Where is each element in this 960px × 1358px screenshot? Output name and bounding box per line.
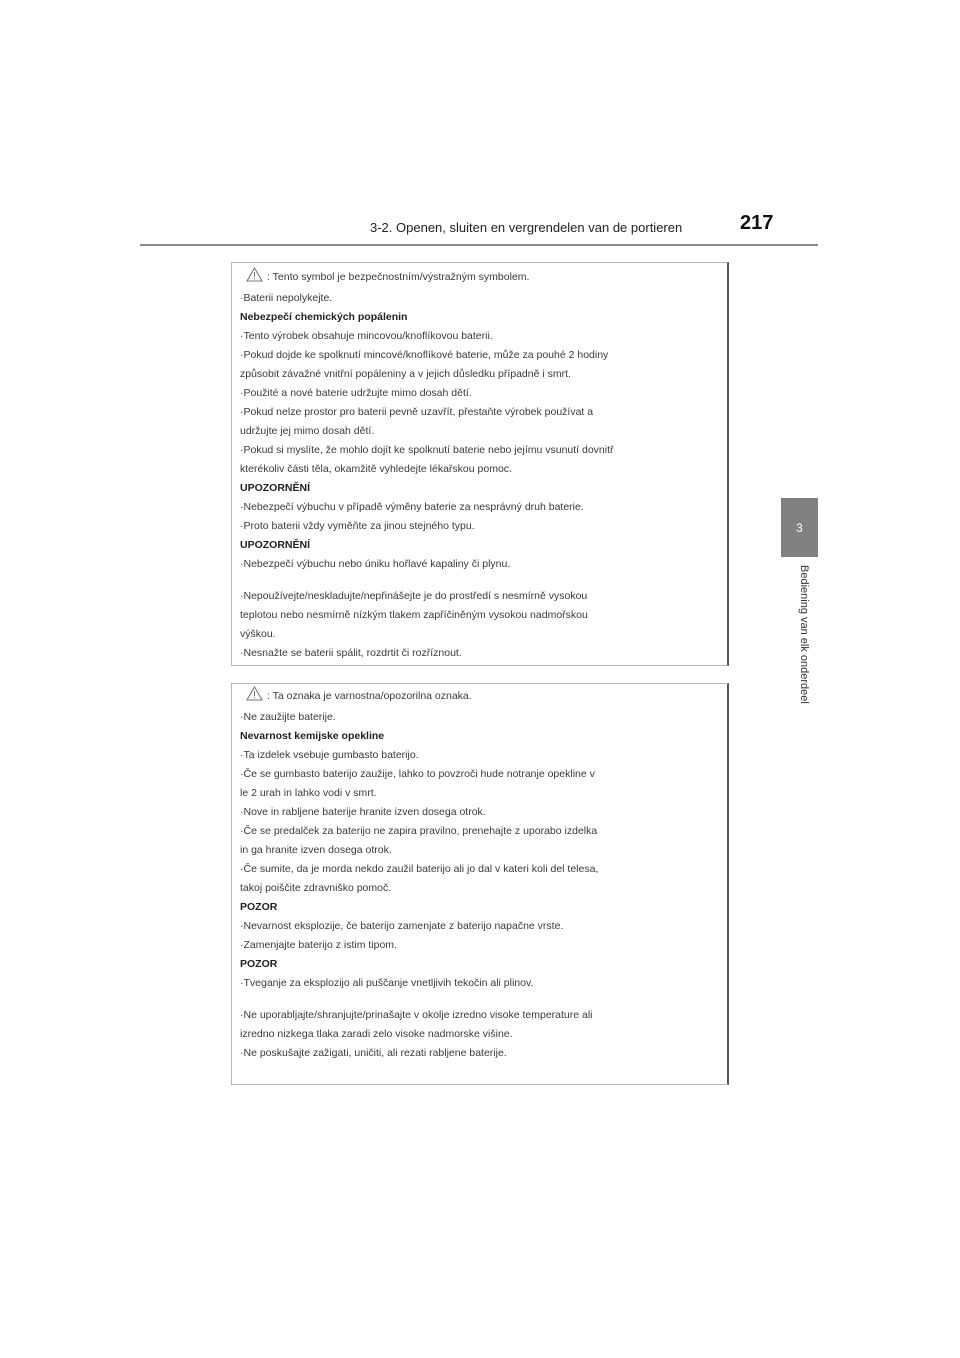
text-line: ·Proto baterii vždy vyměňte za jinou stejného typu. [240, 520, 475, 532]
chapter-tab [781, 498, 818, 557]
text-line: in ga hranite izven dosega otrok. [240, 844, 392, 856]
heading-line: UPOZORNĚNÍ [240, 539, 311, 551]
text-line: udržujte jej mimo dosah dětí. [240, 425, 375, 437]
slovene-warning-box [231, 683, 729, 1085]
text-line: ·Če se gumbasto baterijo zaužije, lahko to povzroči hude notranje opekline v [240, 768, 595, 780]
text-line: ·Ne zaužijte baterije. [240, 711, 336, 723]
text-line: ·Baterii nepolykejte. [240, 292, 333, 304]
text-line: ·Nevarnost eksplozije, če baterijo zamenjate z baterijo napačne vrste. [240, 920, 564, 932]
blank-line [240, 574, 717, 587]
text-line: ·Pokud si myslíte, že mohlo dojít ke spolknutí baterie nebo jejímu vsunutí dovnitř [240, 444, 614, 456]
text-line: ·Nove in rabljene baterije hranite izven dosega otrok. [240, 806, 486, 818]
czech-warning-box [231, 262, 729, 666]
text-line: ·Tento výrobek obsahuje mincovou/knoflíkovou baterii. [240, 330, 493, 342]
text-line: izredno nizkega tlaka zaradi zelo visoke nadmorske višine. [240, 1028, 513, 1040]
text-line: teplotou nebo nesmírně nízkým tlakem zapříčiněným vysokou nadmořskou [240, 609, 588, 621]
chapter-label: Bediening van elk onderdeel [798, 565, 810, 704]
text-line: ·Nepoužívejte/neskladujte/nepřinášejte je do prostředí s nesmírně vysokou [240, 590, 588, 602]
text-line: ·Nebezpečí výbuchu nebo úniku hořlavé kapaliny či plynu. [240, 558, 511, 570]
text-line: výškou. [240, 628, 276, 640]
warning-triangle-icon [246, 267, 263, 289]
heading-line: Nebezpečí chemických popálenin [240, 311, 408, 323]
text-line: způsobit závažné vnitřní popáleniny a v jejich důsledku případně i smrt. [240, 368, 571, 380]
warning-triangle-icon [246, 686, 263, 708]
text-line: kterékoliv části těla, okamžitě vyhledejte lékařskou pomoc. [240, 463, 512, 475]
text-line: ·Če se predalček za baterijo ne zapira pravilno, prenehajte z uporabo izdelka [240, 825, 598, 837]
page-number: 217 [740, 212, 774, 234]
section-title: 3-2. Openen, sluiten en vergrendelen van de portieren [370, 220, 683, 235]
heading-line: POZOR [240, 901, 278, 913]
text-line: ·Pokud nelze prostor pro baterii pevně uzavřít, přestaňte výrobek používat a [240, 406, 594, 418]
header-rule [140, 244, 818, 246]
chapter-number: 3 [796, 520, 803, 535]
text-line: takoj poiščite zdravniško pomoč. [240, 882, 392, 894]
text-line: ·Tveganje za eksplozijo ali puščanje vnetljivih tekočin ali plinov. [240, 977, 534, 989]
text-line: ·Ta izdelek vsebuje gumbasto baterijo. [240, 749, 419, 761]
text-line: ·Ne uporabljajte/shranjujte/prinašajte v okolje izredno visoke temperature ali [240, 1009, 593, 1021]
symbol-line [240, 267, 717, 289]
blank-line [240, 993, 717, 1006]
symbol-line [240, 686, 717, 708]
symbol-text: : Ta oznaka je varnostna/opozorilna oznaka. [267, 690, 472, 702]
heading-line: POZOR [240, 958, 278, 970]
heading-line: UPOZORNĚNÍ [240, 482, 311, 494]
text-line: ·Če sumite, da je morda nekdo zaužil baterijo ali jo dal v kateri koli del telesa, [240, 863, 599, 875]
text-line: ·Zamenjajte baterijo z istim tipom. [240, 939, 397, 951]
text-line: ·Ne poskušajte zažigati, uničiti, ali rezati rabljene baterije. [240, 1047, 507, 1059]
text-line: ·Použité a nové baterie udržujte mimo dosah dětí. [240, 387, 472, 399]
heading-line: Nevarnost kemijske opekline [240, 730, 385, 742]
text-line: ·Nesnažte se baterii spálit, rozdrtit či rozříznout. [240, 647, 462, 659]
text-line: ·Pokud dojde ke spolknutí mincové/knoflíkové baterie, může za pouhé 2 hodiny [240, 349, 609, 361]
symbol-text: : Tento symbol je bezpečnostním/výstražným symbolem. [267, 271, 530, 283]
text-line: ·Nebezpečí výbuchu v případě výměny baterie za nesprávný druh baterie. [240, 501, 584, 513]
text-line: le 2 urah in lahko vodi v smrt. [240, 787, 377, 799]
